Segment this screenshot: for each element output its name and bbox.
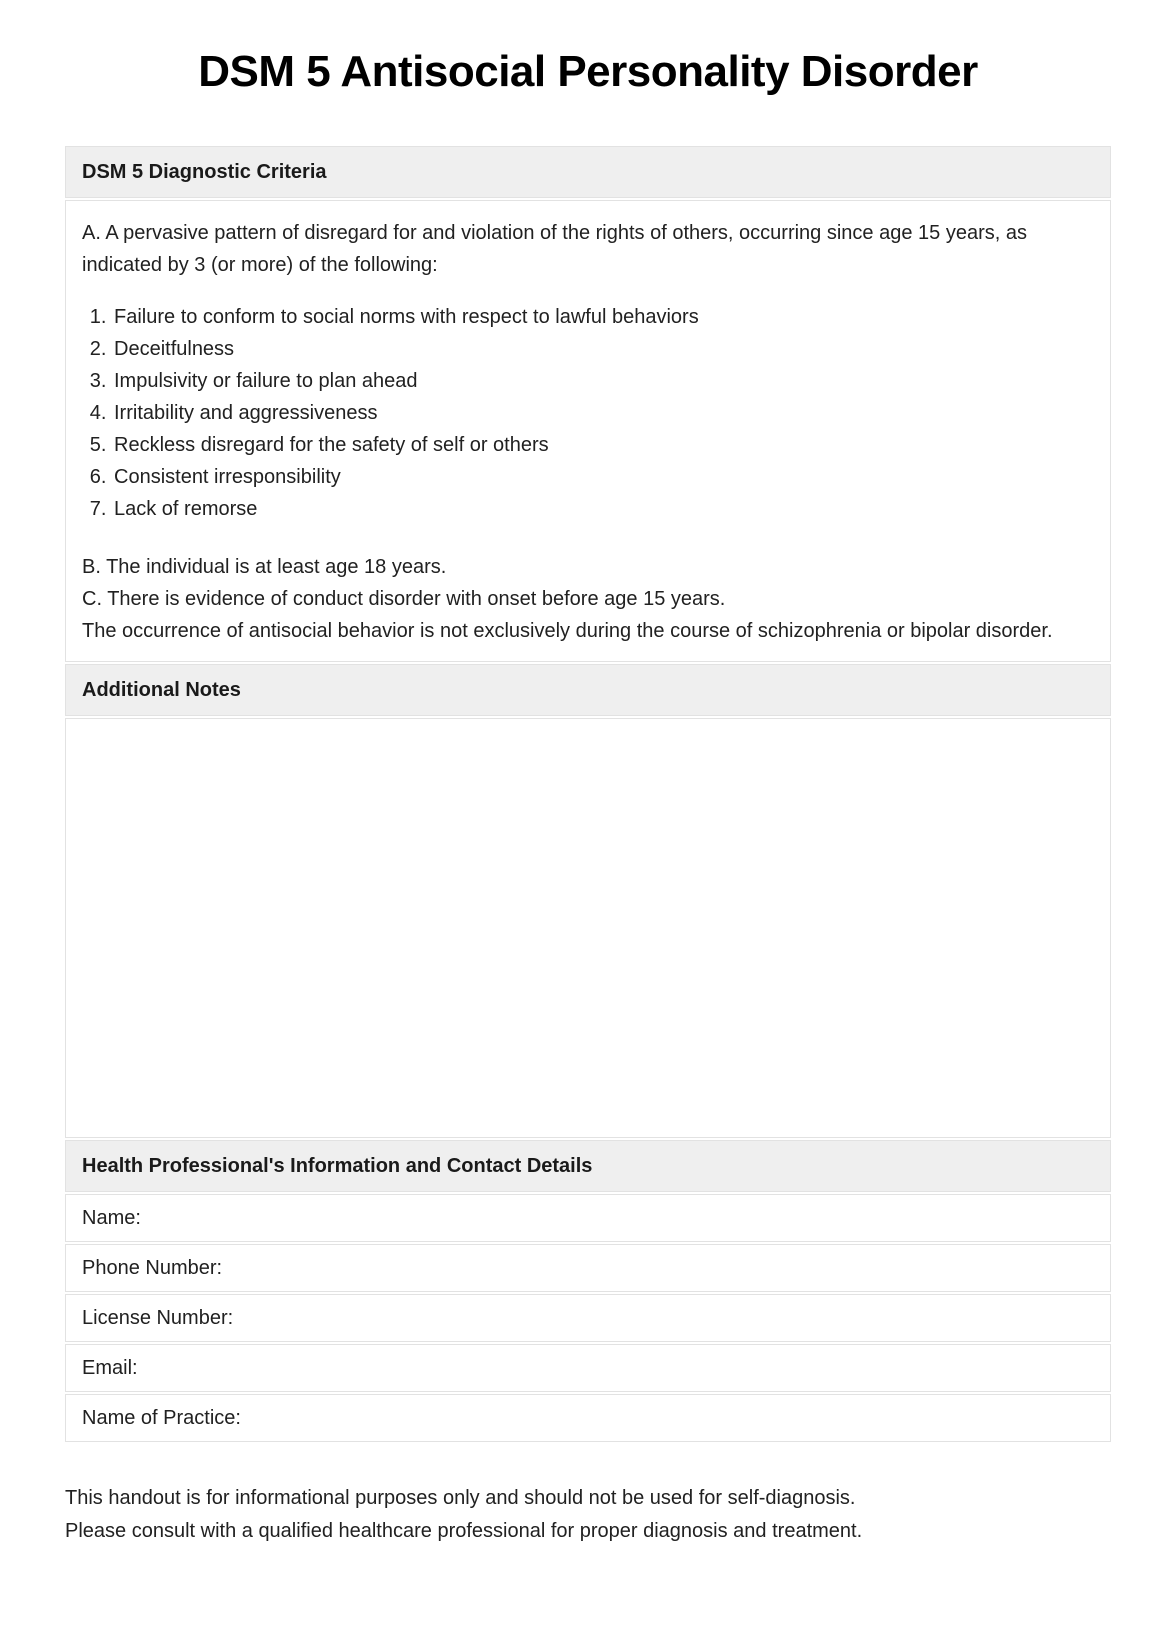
license-number-field-value[interactable] xyxy=(233,1306,1094,1330)
contact-details-header-label: Health Professional's Information and Contact Details xyxy=(82,1155,593,1177)
criteria-list-item-1: 1. Failure to conform to social norms with respect to lawful behaviors xyxy=(112,301,1094,333)
diagnostic-criteria-section xyxy=(65,146,1111,662)
criteria-list-item-2: 2. Deceitfulness xyxy=(112,333,1094,365)
page-title: DSM 5 Antisocial Personality Disorder xyxy=(198,47,978,96)
practice-name-field-label: Name of Practice: xyxy=(82,1407,241,1429)
name-field-label: Name: xyxy=(82,1207,141,1229)
email-field-value[interactable] xyxy=(138,1356,1094,1380)
criteria-list-item-6: 6. Consistent irresponsibility xyxy=(112,461,1094,493)
phone-number-field-label: Phone Number: xyxy=(82,1257,223,1279)
disclaimer-footer xyxy=(65,1482,1111,1578)
email-field-row[interactable] xyxy=(65,1344,1111,1392)
disclaimer-line-1: This handout is for informational purposes only and should not be used for self-diagnosis. xyxy=(65,1487,856,1509)
diagnostic-criteria-body xyxy=(65,200,1111,662)
criteria-list-item-4: 4. Irritability and aggressiveness xyxy=(112,397,1094,429)
license-number-field-label: License Number: xyxy=(82,1307,234,1329)
name-field-value[interactable] xyxy=(141,1206,1094,1230)
criteria-list-item-3: 3. Impulsivity or failure to plan ahead xyxy=(112,365,1094,397)
contact-details-header xyxy=(65,1140,1111,1192)
criteria-list-item-5: 5. Reckless disregard for the safety of self or others xyxy=(112,429,1094,461)
disclaimer-line-2: Please consult with a qualified healthcare professional for proper diagnosis and treatment. xyxy=(65,1520,863,1542)
additional-notes-section xyxy=(65,664,1111,1138)
contact-details-section xyxy=(65,1140,1111,1442)
criterion-c-text: C. There is evidence of conduct disorder with onset before age 15 years. xyxy=(82,588,726,610)
additional-notes-header-label: Additional Notes xyxy=(82,679,241,701)
criterion-b-text: B. The individual is at least age 18 years. xyxy=(82,556,447,578)
email-field-label: Email: xyxy=(82,1357,138,1379)
criteria-list-item-7: 7. Lack of remorse xyxy=(112,493,1094,525)
exclusion-note-text: The occurrence of antisocial behavior is not exclusively during the course of schizophrenia or bipolar disorder. xyxy=(82,620,1053,642)
criterion-a-text: A. A pervasive pattern of disregard for and violation of the rights of others, occurring since age 15 years, as indicated by 3 (or more) of the following: xyxy=(82,222,1027,276)
phone-number-field-value[interactable] xyxy=(222,1256,1094,1280)
name-field-row[interactable] xyxy=(65,1194,1111,1242)
practice-name-field-value[interactable] xyxy=(241,1406,1094,1430)
criteria-list xyxy=(82,301,1094,525)
license-number-field-row[interactable] xyxy=(65,1294,1111,1342)
diagnostic-criteria-header xyxy=(65,146,1111,198)
additional-notes-header xyxy=(65,664,1111,716)
practice-name-field-row[interactable] xyxy=(65,1394,1111,1442)
additional-notes-input-area[interactable] xyxy=(65,718,1111,1138)
phone-number-field-row[interactable] xyxy=(65,1244,1111,1292)
diagnostic-criteria-header-label: DSM 5 Diagnostic Criteria xyxy=(82,161,327,183)
